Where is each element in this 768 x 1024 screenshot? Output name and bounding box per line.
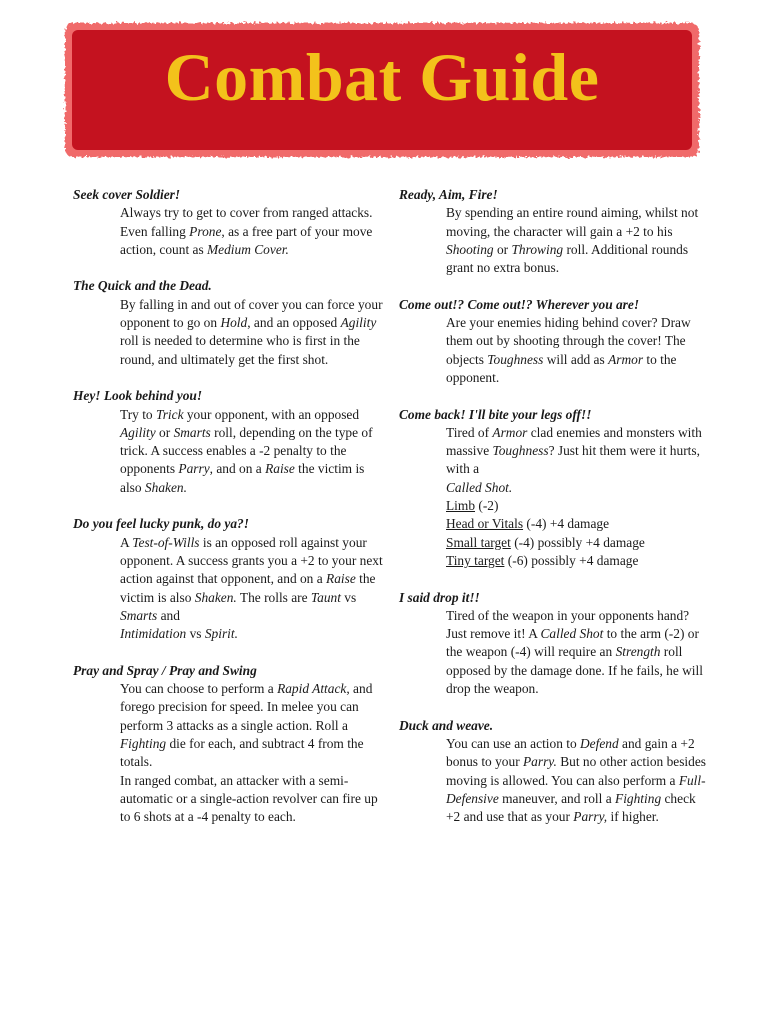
text-run: , and an opposed [247,315,341,331]
text-run: (-6) possibly +4 damage [504,552,639,568]
guide-section [399,589,709,699]
text-run: ? Just hit them were it hurts, with a [446,443,700,477]
section-paragraph [120,296,383,369]
text-run: and [157,607,180,623]
emphasized-term: Shooting [446,241,494,257]
section-body [399,204,709,277]
section-heading: Come back! I'll bite your legs off!! [399,406,592,422]
guide-section [399,717,709,827]
text-run: and gain a +2 bonus to your [446,735,695,770]
emphasized-term: Toughness [487,351,544,367]
emphasized-term: Raise [326,571,356,587]
guide-section [73,515,383,643]
text-run: roll. Additional rounds grant no extra bonus. [446,241,689,276]
section-body [73,204,383,259]
section-paragraph [120,772,383,827]
section-paragraph [446,534,709,552]
text-run: By spending an entire round aiming, whilst not moving, the character will gain a +2 to his [446,205,699,239]
text-run: You can use an action to [446,735,581,751]
emphasized-term: Parry [178,461,210,477]
section-paragraph [446,204,709,277]
underlined-term: Limb [446,498,476,514]
emphasized-term: Agility [340,315,377,331]
text-run: roll opposed by the damage done. If he fails, he will drop the weapon. [446,644,703,697]
text-run: vs [186,626,205,642]
text-run: , and on a [209,461,266,477]
section-paragraph [120,406,383,497]
section-heading: Seek cover Soldier! [73,187,181,202]
section-heading: Ready, Aim, Fire! [399,187,498,202]
text-run: , and forego precision for speed. In melee you can perform 3 attacks as a single action. Roll a [120,681,373,733]
page-title: Combat Guide [164,39,600,115]
guide-section [73,277,383,368]
section-paragraph [120,625,383,643]
text-run: (-4) possibly +4 damage [510,534,645,550]
emphasized-term: Fighting [615,790,662,806]
text-run: Even falling [120,223,190,239]
text-run: die for each, and subtract 4 from the totals. [120,735,364,770]
section-paragraph [446,552,709,570]
underlined-term: Tiny target [446,552,505,568]
section-heading: Pray and Spray / Pray and Swing [73,662,257,678]
guide-section [73,387,383,497]
text-run: check +2 and use that as your [446,790,696,825]
emphasized-term: Shaken. [144,479,187,495]
section-paragraph [120,223,383,260]
section-body [73,534,383,644]
section-heading: I said drop it!! [399,589,480,605]
section-paragraph [446,479,709,497]
emphasized-term: Medium Cover. [207,241,289,257]
section-body [73,406,383,497]
text-run: (-2) [475,498,499,514]
emphasized-term: Hold [220,315,248,331]
text-run: (-4) +4 damage [523,516,610,532]
title-banner [62,20,702,160]
text-run: You can choose to perform a [120,681,278,697]
section-body [399,424,709,570]
section-paragraph [446,515,709,533]
section-heading: The Quick and the Dead. [73,278,212,294]
section-paragraph [446,607,709,698]
text-run: Tired of the weapon in your opponents hand? Just remove it! A [446,607,690,642]
emphasized-term: Strength [615,644,661,660]
emphasized-term: Trick [155,406,184,422]
underlined-term: Small target [446,534,511,550]
emphasized-term: Agility [120,424,156,440]
text-run: to the opponent. [446,351,677,385]
text-run: The rolls are [236,589,311,605]
section-body [73,296,383,369]
section-paragraph [446,497,709,515]
emphasized-term: Full-Defensive [446,772,706,806]
text-run: In ranged combat, an attacker with a semi-automatic or a single-action revolver can fire up to 6 shots at a -4 penalty to each. [120,772,378,825]
text-run: Are your enemies hiding behind cover? Draw them out by shooting through the cover! The objects [446,315,691,367]
underlined-term: Head or Vitals [446,516,524,532]
emphasized-term: Raise [265,461,295,477]
text-run: will add as [543,351,609,367]
section-paragraph [446,735,709,826]
text-run: roll is needed to determine who is first in the round, and ultimately get the first shot. [120,333,360,367]
emphasized-term: Intimidation [120,626,187,642]
text-run: clad enemies and monsters with massive [446,424,702,459]
guide-section [73,186,383,259]
emphasized-term: Taunt [310,589,341,605]
guide-section [399,186,709,277]
text-run: to the arm (-2) or the weapon (-4) will require an [446,626,699,660]
emphasized-term: Shaken. [194,589,237,605]
emphasized-term: Parry, [573,809,608,825]
text-run: Try to [120,406,156,422]
text-run: maneuver, and roll a [498,790,616,806]
emphasized-term: Parry. [523,754,557,770]
emphasized-term: Spirit. [204,626,238,642]
text-run: roll, depending on the type of trick. A success enables a -2 penalty to the opponents [120,424,373,477]
guide-section [399,406,709,571]
section-paragraph [446,424,709,479]
section-paragraph [120,680,383,771]
guide-section [73,662,383,827]
text-run: Tired of [446,424,493,440]
text-run: your opponent, with an opposed [183,406,360,422]
text-run: A [120,534,133,550]
text-run: vs [340,589,357,605]
section-body [399,314,709,387]
emphasized-term: Prone [189,223,222,239]
emphasized-term: Called Shot. [446,479,513,495]
text-run: , as a free part of your move action, count as [120,223,373,257]
left-column [73,186,383,845]
text-run: the victim is also [120,571,376,605]
right-column [399,186,709,845]
text-run: if higher. [607,809,659,825]
emphasized-term: Armor [492,424,528,440]
section-paragraph [120,204,383,222]
text-run: or [155,424,174,440]
section-body [399,735,709,826]
section-heading: Do you feel lucky punk, do ya?! [73,516,249,532]
text-run: the victim is also [120,461,365,495]
text-run: Always try to get to cover from ranged attacks. [120,205,373,221]
emphasized-term: Called Shot [540,626,604,642]
section-body [73,680,383,826]
emphasized-term: Toughness [492,443,549,459]
section-heading: Come out!? Come out!? Wherever you are! [399,296,640,312]
section-heading: Hey! Look behind you! [73,388,203,404]
guide-section [399,296,709,387]
section-paragraph [446,314,709,387]
text-run: But no other action besides moving is allowed. You can also perform a [446,754,706,788]
emphasized-term: Smarts [173,424,211,440]
emphasized-term: Test-of-Wills [132,534,200,550]
emphasized-term: Armor [608,351,644,367]
section-paragraph [120,534,383,625]
section-body [399,607,709,698]
text-run: is an opposed roll against your opponent. A success grants you a +2 to your next action against that opponent, and on a [120,534,383,587]
emphasized-term: Defend [580,735,619,751]
emphasized-term: Smarts [120,607,158,623]
text-run: or [493,241,512,257]
section-heading: Duck and weave. [399,717,494,733]
text-run: By falling in and out of cover you can force your opponent to go on [120,296,383,331]
emphasized-term: Rapid Attack [277,681,347,697]
emphasized-term: Fighting [120,735,167,751]
emphasized-term: Throwing [511,241,564,257]
